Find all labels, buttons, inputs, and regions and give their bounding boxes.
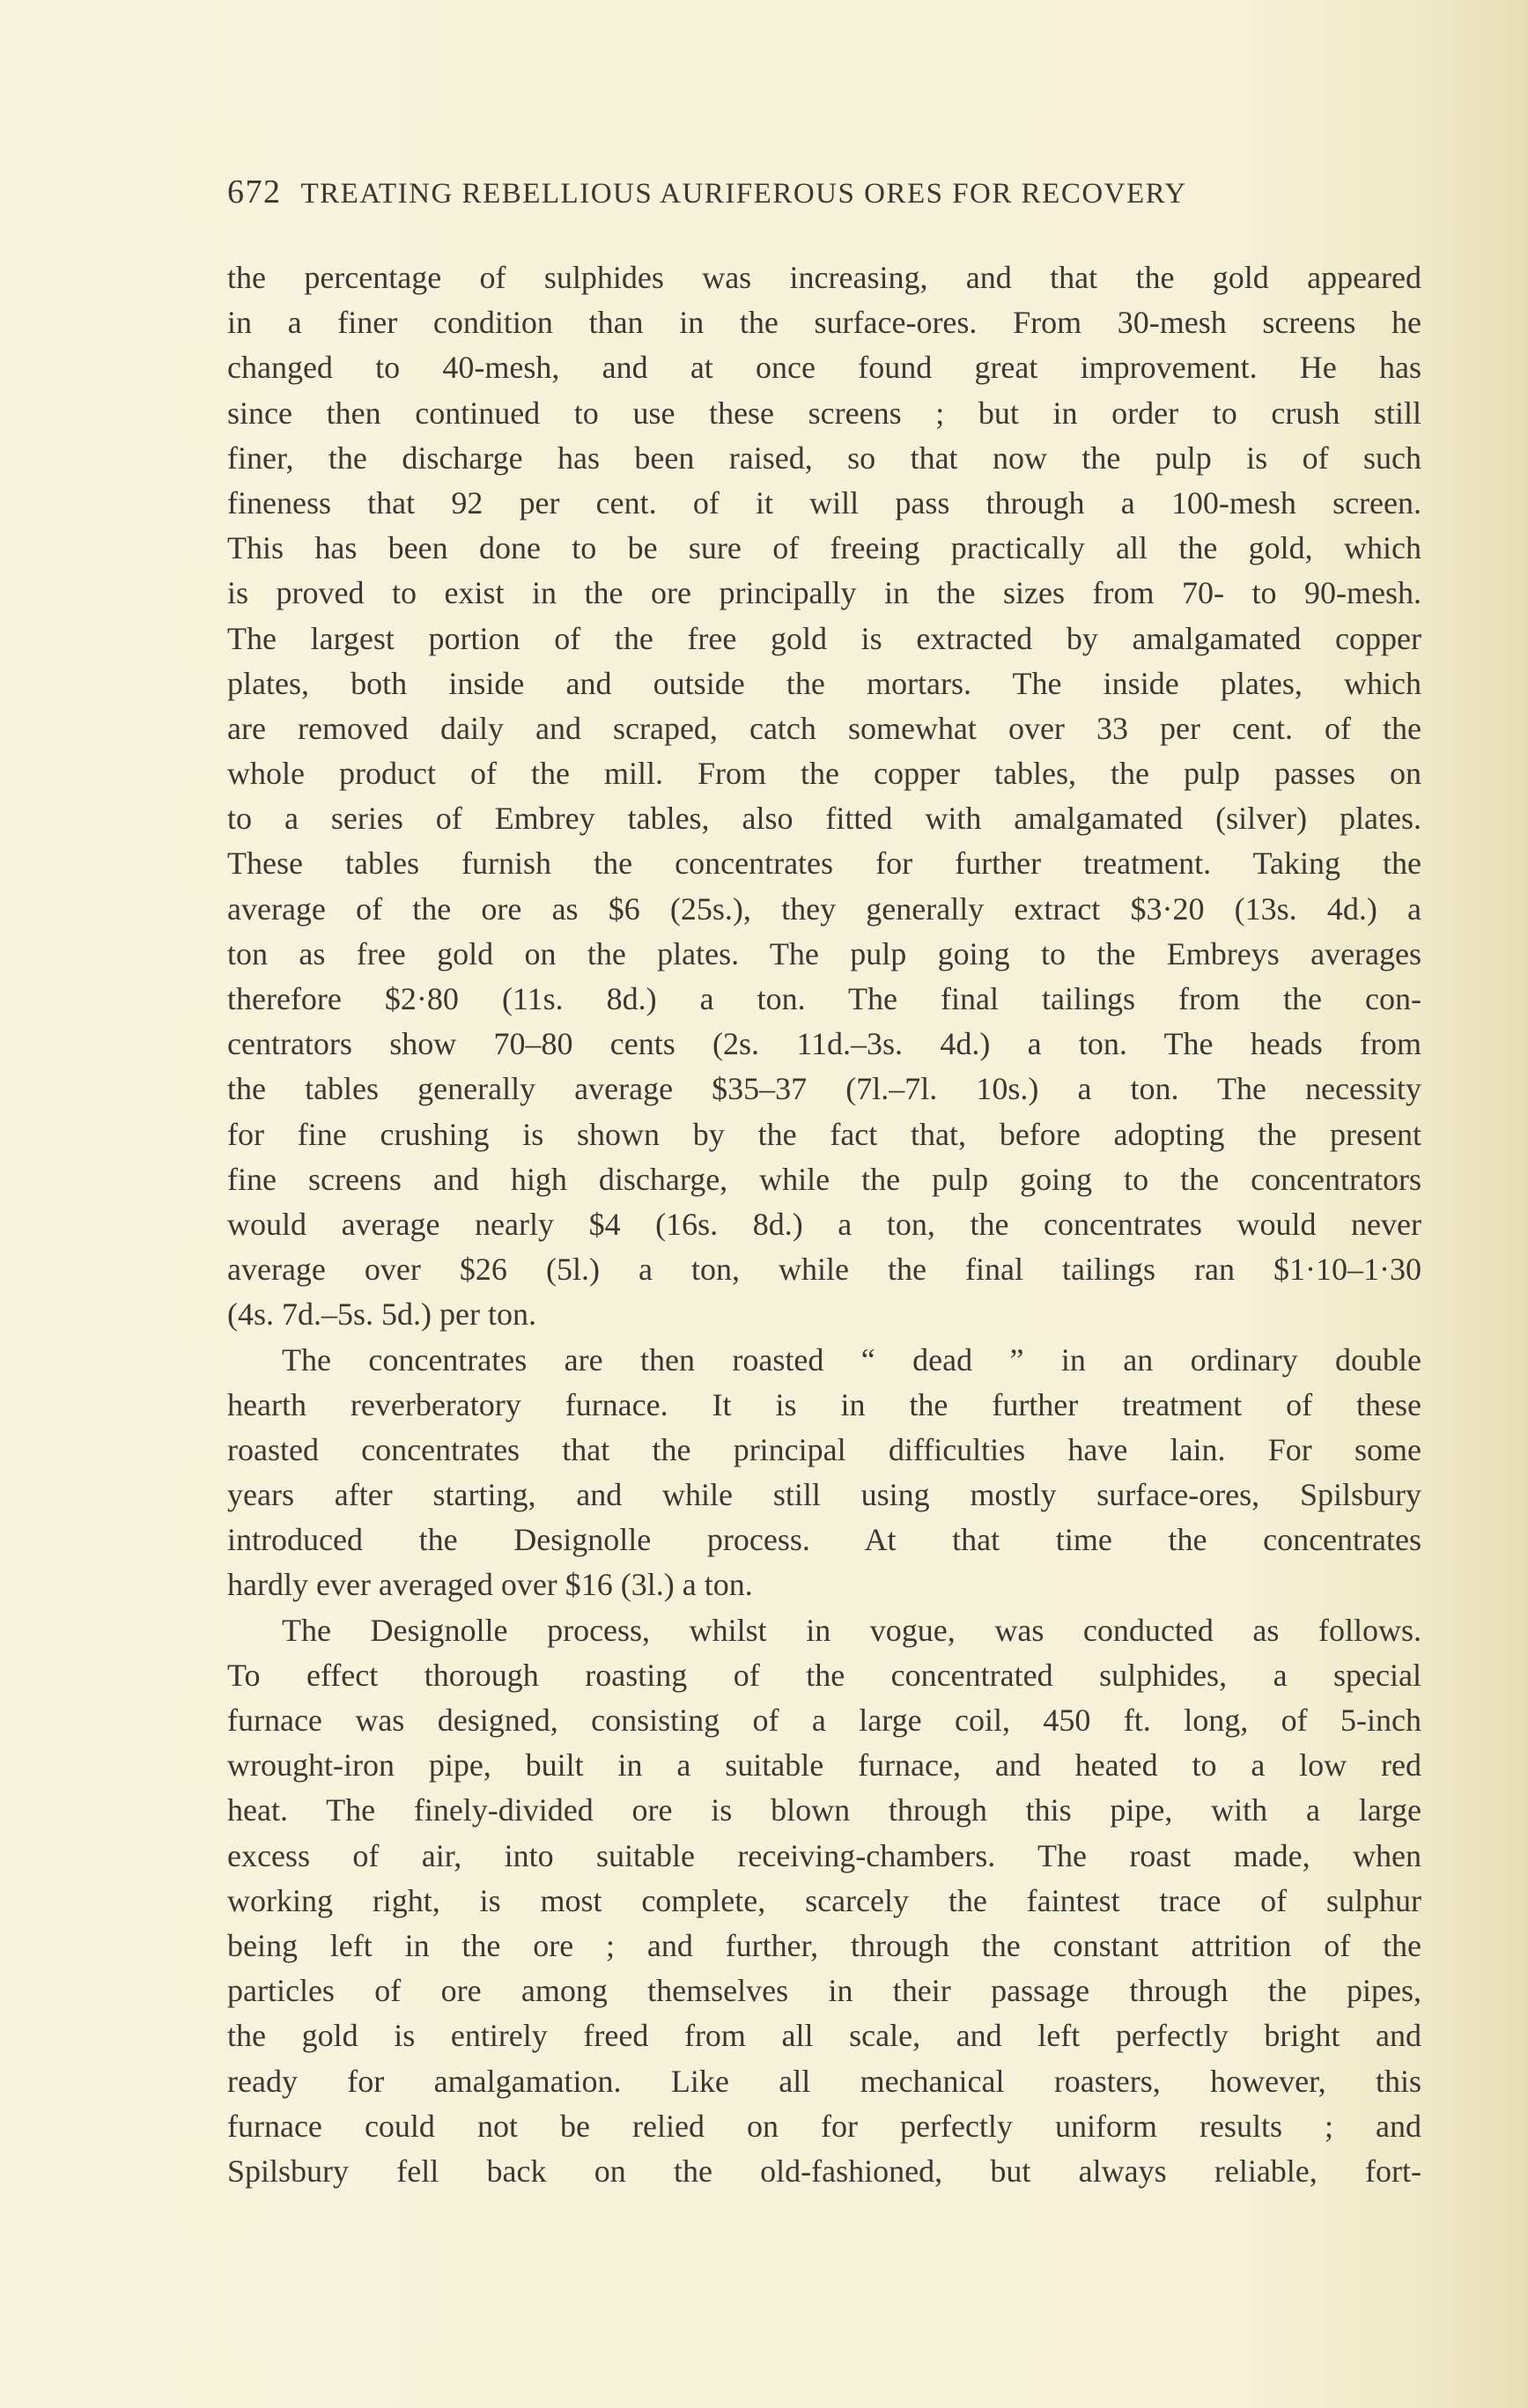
text-line: excess of air, into suitable receiving-chambers. The roast made, when <box>227 1837 1421 1873</box>
paragraph <box>227 255 1421 1338</box>
text-line: to a series of Embrey tables, also fitted with amalgamated (silver) plates. <box>227 801 1421 837</box>
text-line: is proved to exist in the ore principally in the sizes from 70- to 90-mesh. <box>227 575 1421 611</box>
text-line: To effect thorough roasting of the concentrated sulphides, a special <box>227 1657 1421 1693</box>
text-line: fine screens and high discharge, while the pulp going to the concentrators <box>227 1161 1421 1197</box>
text-line: plates, both inside and outside the mortars. The inside plates, which <box>227 665 1421 701</box>
text-line: This has been done to be sure of freeing practically all the gold, which <box>227 530 1421 566</box>
page-number: 672 <box>227 174 282 211</box>
running-title: TREATING REBELLIOUS AURIFEROUS ORES FOR RECOVERY <box>300 178 1187 210</box>
text-line: working right, is most complete, scarcely the faintest trace of sulphur <box>227 1882 1421 1918</box>
text-line: hardly ever averaged over $16 (3l.) a ton. <box>227 1567 753 1603</box>
text-line: centrators show 70–80 cents (2s. 11d.–3s. 4d.) a ton. The heads from <box>227 1026 1421 1062</box>
text-line: These tables furnish the concentrates for further treatment. Taking the <box>227 846 1421 882</box>
paragraph <box>227 1338 1421 1608</box>
text-line: finer, the discharge has been raised, so that now the pulp is of such <box>227 439 1421 476</box>
text-line: are removed daily and scraped, catch somewhat over 33 per cent. of the <box>227 710 1421 746</box>
paragraph <box>227 1608 1421 2194</box>
text-line: ton as free gold on the plates. The pulp going to the Embreys averages <box>227 935 1421 971</box>
text-line: hearth reverberatory furnace. It is in the further treatment of these <box>227 1386 1421 1422</box>
text-line: particles of ore among themselves in their passage through the pipes, <box>227 1973 1421 2009</box>
text-line: ready for amalgamation. Like all mechanical roasters, however, this <box>227 2063 1421 2099</box>
text-line: since then continued to use these screens ; but in order to crush still <box>227 395 1421 431</box>
text-line: in a finer condition than in the surface-ores. From 30-mesh screens he <box>227 305 1421 341</box>
text-line: furnace was designed, consisting of a large coil, 450 ft. long, of 5-inch <box>227 1703 1421 1738</box>
text-line: being left in the ore ; and further, through the constant attrition of the <box>227 1927 1421 1963</box>
text-line: Spilsbury fell back on the old-fashioned, but always reliable, fort- <box>227 2153 1421 2189</box>
text-line: changed to 40-mesh, and at once found great improvement. He has <box>227 350 1421 386</box>
running-header <box>227 173 1425 217</box>
text-line: The largest portion of the free gold is extracted by amalgamated copper <box>227 620 1421 656</box>
text-line: introduced the Designolle process. At that time the concentrates <box>227 1522 1421 1558</box>
text-line: average of the ore as $6 (25s.), they generally extract $3·20 (13s. 4d.) a <box>227 890 1421 927</box>
text-line: wrought-iron pipe, built in a suitable furnace, and heated to a low red <box>227 1747 1421 1784</box>
text-line: the gold is entirely freed from all scale, and left perfectly bright and <box>227 2018 1421 2054</box>
text-line: The concentrates are then roasted “ dead ” in an ordinary double <box>282 1341 1421 1378</box>
text-line: would average nearly $4 (16s. 8d.) a ton, the concentrates would never <box>227 1206 1421 1242</box>
text-line: (4s. 7d.–5s. 5d.) per ton. <box>227 1296 536 1333</box>
text-line: the tables generally average $35–37 (7l.–7l. 10s.) a ton. The necessity <box>227 1071 1421 1107</box>
text-line: whole product of the mill. From the copper tables, the pulp passes on <box>227 756 1421 792</box>
text-line: fineness that 92 per cent. of it will pass through a 100-mesh screen. <box>227 484 1421 521</box>
text-line: for fine crushing is shown by the fact that, before adopting the present <box>227 1116 1421 1152</box>
page-body <box>227 255 1421 2194</box>
text-line: therefore $2·80 (11s. 8d.) a ton. The final tailings from the con- <box>227 981 1421 1016</box>
text-line: furnace could not be relied on for perfectly uniform results ; and <box>227 2108 1421 2144</box>
text-line: the percentage of sulphides was increasing, and that the gold appeared <box>227 260 1421 295</box>
text-line: roasted concentrates that the principal difficulties have lain. For some <box>227 1431 1421 1467</box>
text-line: The Designolle process, whilst in vogue, was conducted as follows. <box>282 1612 1421 1648</box>
text-line: heat. The finely-divided ore is blown through this pipe, with a large <box>227 1792 1421 1828</box>
text-line: years after starting, and while still using mostly surface-ores, Spilsbury <box>227 1477 1421 1513</box>
text-line: average over $26 (5l.) a ton, while the final tailings ran $1·10–1·30 <box>227 1252 1421 1288</box>
